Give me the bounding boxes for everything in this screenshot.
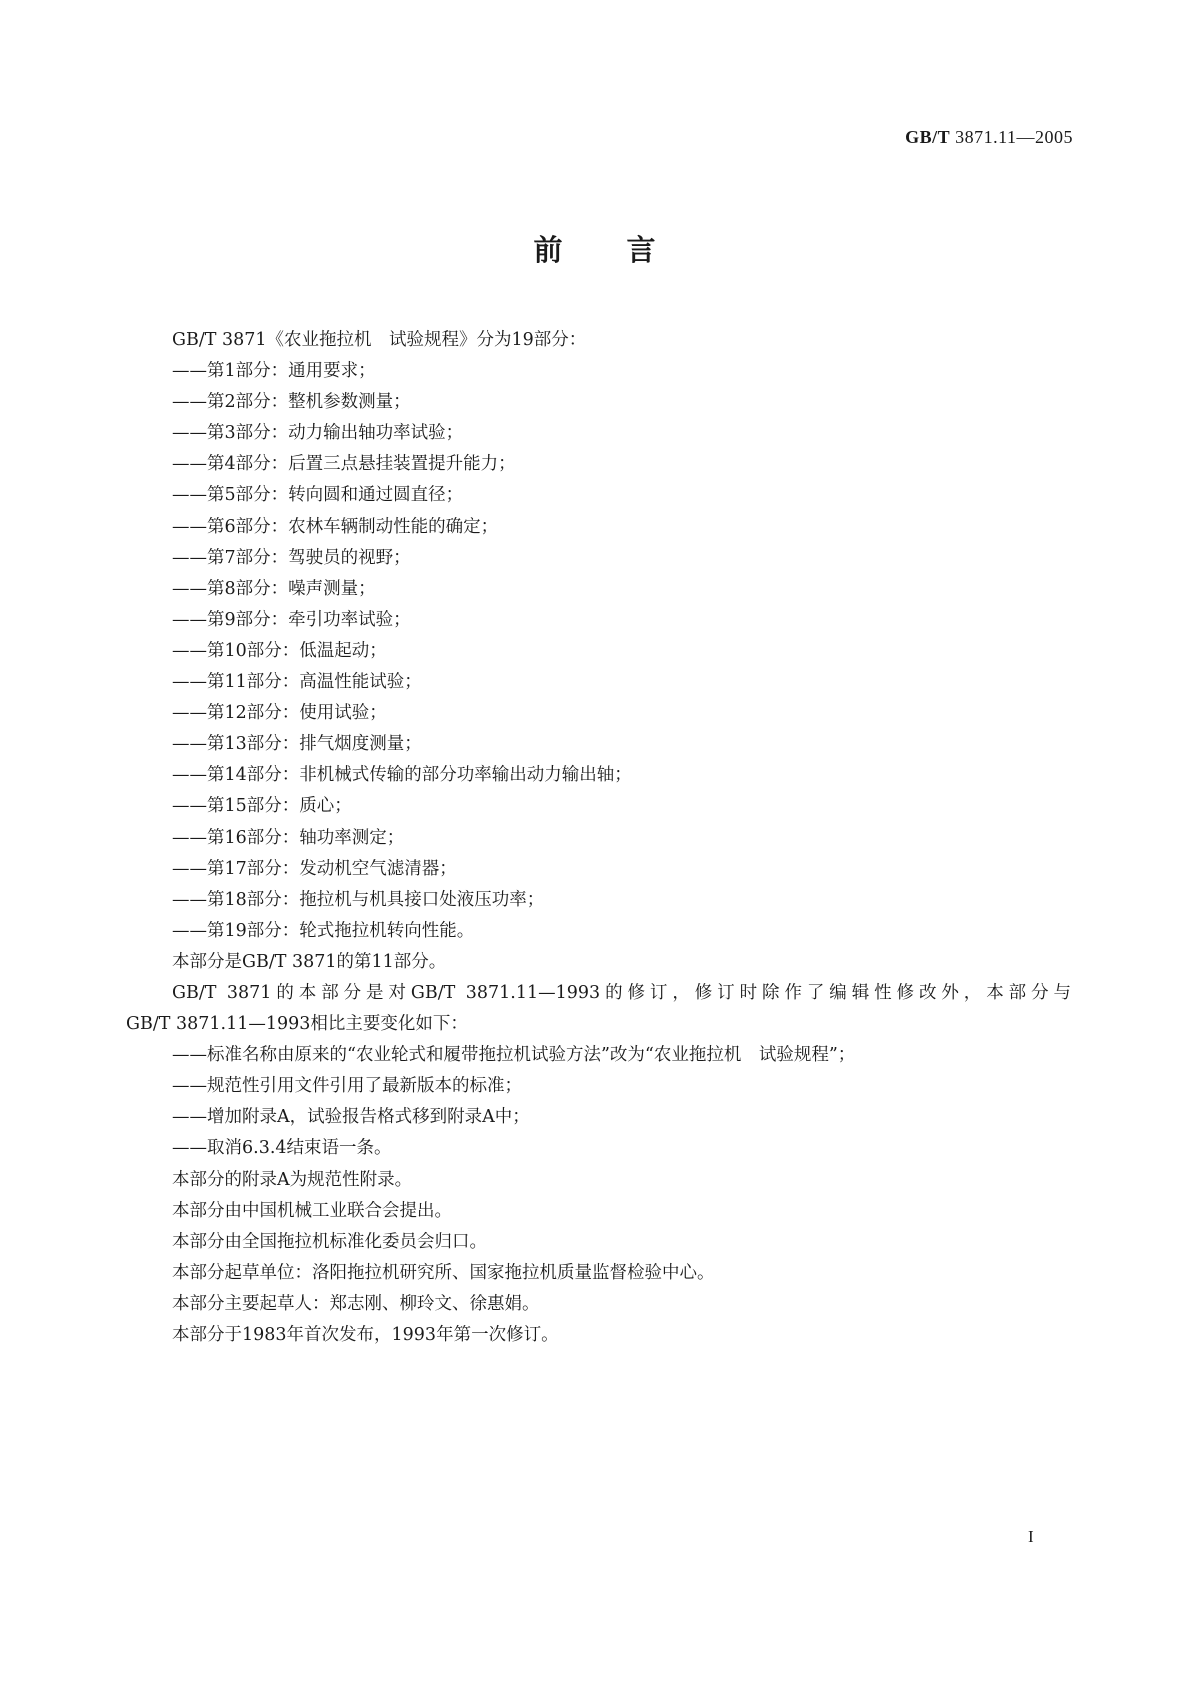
- part-list-item: ——第4部分：后置三点悬挂装置提升能力；: [172, 454, 516, 475]
- closing-paragraph: 本部分由中国机械工业联合会提出。: [172, 1200, 452, 1221]
- closing-paragraph: 本部分主要起草人：郑志刚、柳玲文、徐惠娟。: [172, 1293, 540, 1314]
- part-list-item: ——第3部分：动力输出轴功率试验；: [172, 423, 464, 444]
- revision-paragraph-line2: GB/T 3871.11—1993相比主要变化如下：: [126, 1014, 468, 1035]
- part-list-item: ——第17部分：发动机空气滤清器；: [172, 858, 457, 879]
- part-list-item: ——第5部分：转向圆和通过圆直径；: [172, 485, 464, 506]
- closing-paragraph: 本部分由全国拖拉机标准化委员会归口。: [172, 1231, 487, 1252]
- page-title: [0, 228, 1191, 269]
- title-char-1: 前: [533, 233, 565, 267]
- foreword-body: [126, 325, 1071, 1351]
- part-list-item: ——第12部分：使用试验；: [172, 703, 387, 724]
- part-list-item: ——第9部分：牵引功率试验；: [172, 609, 411, 630]
- part-list-item: ——第16部分：轴功率测定；: [172, 827, 405, 848]
- closing-paragraph: 本部分的附录A为规范性附录。: [172, 1169, 413, 1190]
- closing-paragraph: 本部分于1983年首次发布，1993年第一次修订。: [172, 1325, 559, 1345]
- intro-paragraph: GB/T 3871《农业拖拉机 试验规程》分为19部分：: [172, 330, 587, 350]
- part-list-item: ——第11部分：高温性能试验；: [172, 672, 422, 693]
- part-list-item: ——第19部分：轮式拖拉机转向性能。: [172, 920, 475, 941]
- page-number: I: [1028, 1527, 1034, 1546]
- standard-number: 3871.11—2005: [955, 127, 1073, 147]
- part-list-item: ——第2部分：整机参数测量；: [172, 392, 411, 413]
- this-part-paragraph: 本部分是GB/T 3871的第11部分。: [172, 951, 447, 972]
- change-list-item: ——规范性引用文件引用了最新版本的标准；: [172, 1076, 522, 1097]
- change-list-item: ——增加附录A，试验报告格式移到附录A中；: [172, 1107, 530, 1128]
- part-list-item: ——第10部分：低温起动；: [172, 640, 387, 661]
- part-list-item: ——第7部分：驾驶员的视野；: [172, 547, 411, 568]
- title-char-2: 言: [626, 233, 658, 267]
- part-list-item: ——第13部分：排气烟度测量；: [172, 734, 422, 755]
- change-list-item: ——标准名称由原来的“农业轮式和履带拖拉机试验方法”改为“农业拖拉机 试验规程”；: [172, 1045, 856, 1066]
- revision-paragraph-line1: GB/T 3871的本部分是对GB/T 3871.11—1993的修订，修订时除作了编辑性修改外，本部分与: [172, 982, 1071, 1003]
- change-list-item: ——取消6.3.4结束语一条。: [172, 1138, 392, 1159]
- part-list-item: ——第6部分：农林车辆制动性能的确定；: [172, 516, 499, 537]
- part-list-item: ——第1部分：通用要求；: [172, 361, 376, 382]
- part-list-item: ——第18部分：拖拉机与机具接口处液压功率；: [172, 889, 545, 910]
- part-list-item: ——第14部分：非机械式传输的部分功率输出动力输出轴；: [172, 765, 632, 786]
- standard-prefix: GB/T: [905, 127, 951, 147]
- part-list-item: ——第15部分：质心；: [172, 796, 352, 817]
- closing-paragraph: 本部分起草单位：洛阳拖拉机研究所、国家拖拉机质量监督检验中心。: [172, 1262, 715, 1283]
- part-list-item: ——第8部分：噪声测量；: [172, 578, 376, 599]
- standard-code: [905, 127, 1073, 148]
